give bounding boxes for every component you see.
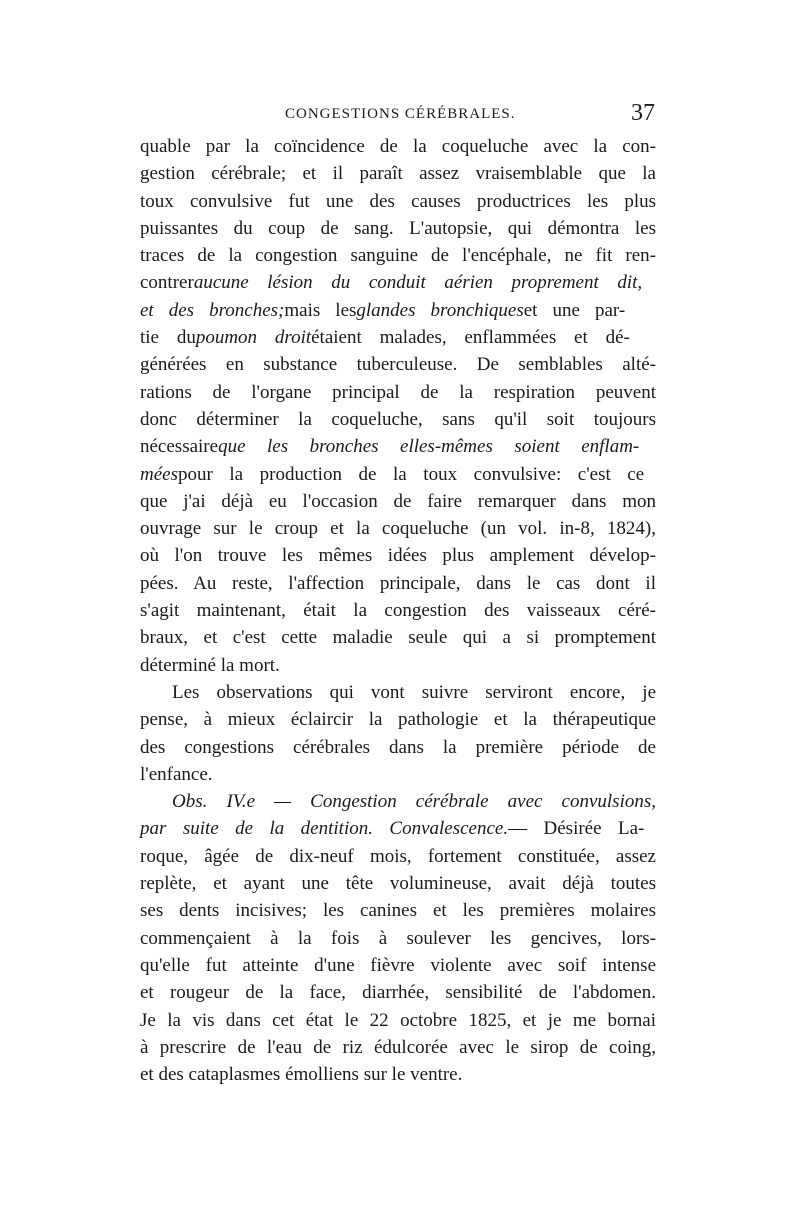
- text-line: [140, 706, 656, 733]
- text-line: [140, 188, 656, 215]
- text-line: [140, 133, 656, 160]
- text-line: [140, 242, 656, 269]
- text-segment: ses dents incisives; les canines et les premières molaires: [140, 900, 656, 922]
- italic-segment: poumon droit: [195, 327, 312, 349]
- text-line: [140, 897, 656, 924]
- italic-segment: mées: [140, 463, 178, 485]
- text-line: [140, 433, 656, 460]
- text-segment: et rougeur de la face, diarrhée, sensibilité de l'abdomen.: [140, 982, 656, 1004]
- running-head: [140, 100, 655, 132]
- body-text: [140, 133, 656, 1088]
- text-line: [140, 815, 656, 842]
- text-segment: gestion cérébrale; et il paraît assez vraisemblable que la: [140, 163, 656, 185]
- text-segment: tie du: [140, 327, 196, 349]
- italic-segment: et des bronches;: [140, 299, 285, 321]
- text-segment: puissantes du coup de sang. L'autopsie, qui démontra les: [140, 217, 656, 239]
- text-segment: que j'ai déjà eu l'occasion de faire remarquer dans mon: [140, 490, 656, 512]
- text-segment: traces de la congestion sanguine de l'encéphale, ne fit ren-: [140, 245, 656, 267]
- paragraph-first-line: [140, 679, 656, 706]
- text-segment: étaient malades, enflammées et dé-: [311, 327, 630, 349]
- text-line: [140, 351, 656, 378]
- italic-segment: par suite de la dentition. Convalescence.: [140, 818, 509, 840]
- text-segment: Les observations qui vont suivre serviront encore, je: [172, 681, 656, 703]
- text-segment: nécessaire: [140, 436, 219, 458]
- text-line: [140, 379, 656, 406]
- text-line: [140, 160, 656, 187]
- text-segment: commençaient à la fois à soulever les gencives, lors-: [140, 927, 656, 949]
- text-segment: pées. Au reste, l'affection principale, dans le cas dont il: [140, 572, 656, 594]
- text-line: [140, 406, 656, 433]
- text-segment: qu'elle fut atteinte d'une fièvre violente avec soif intense: [140, 954, 656, 976]
- text-line: [140, 1061, 656, 1088]
- text-line: [140, 1007, 656, 1034]
- text-segment: — Désirée La-: [508, 818, 645, 840]
- text-segment: l'enfance.: [140, 763, 213, 785]
- observation-heading: [140, 788, 656, 815]
- text-line: [140, 488, 656, 515]
- italic-segment: Obs. IV.e — Congestion cérébrale avec convulsions,: [172, 791, 656, 813]
- text-segment: des congestions cérébrales dans la première période de: [140, 736, 656, 758]
- italic-segment: aucune lésion du conduit aérien proprement dit,: [193, 272, 643, 294]
- text-line: [140, 597, 656, 624]
- text-segment: ouvrage sur le croup et la coqueluche (un vol. in-8, 1824),: [140, 518, 656, 540]
- text-line: [140, 542, 656, 569]
- text-segment: braux, et c'est cette maladie seule qui a si promptement: [140, 627, 656, 649]
- text-line: [140, 843, 656, 870]
- text-line: [140, 652, 656, 679]
- text-segment: pour la production de la toux convulsive: c'est ce: [177, 463, 645, 485]
- text-segment: quable par la coïncidence de la coqueluche avec la con-: [140, 136, 656, 157]
- text-line: [140, 215, 656, 242]
- page-number: 37: [631, 100, 655, 126]
- text-segment: roque, âgée de dix-neuf mois, fortement constituée, assez: [140, 845, 656, 867]
- text-segment: générées en substance tuberculeuse. De semblables alté-: [140, 354, 656, 376]
- text-line: [140, 925, 656, 952]
- text-line: [140, 324, 656, 351]
- text-segment: donc déterminer la coqueluche, sans qu'il soit toujours: [140, 408, 656, 430]
- text-segment: contrer: [140, 272, 194, 294]
- text-line: [140, 1034, 656, 1061]
- text-line: [140, 979, 656, 1006]
- text-line: [140, 952, 656, 979]
- text-line: [140, 297, 656, 324]
- italic-segment: glandes bronchiques: [356, 299, 524, 321]
- text-segment: pense, à mieux éclaircir la pathologie et la thérapeutique: [140, 709, 656, 731]
- text-segment: Je la vis dans cet état le 22 octobre 1825, et je me bornai: [140, 1009, 656, 1031]
- text-line: [140, 761, 656, 788]
- text-segment: et une par-: [523, 299, 626, 321]
- text-line: [140, 570, 656, 597]
- text-segment: toux convulsive fut une des causes productrices les plus: [140, 190, 656, 212]
- text-line: [140, 461, 656, 488]
- italic-segment: que les bronches elles-mêmes soient enflam-: [218, 436, 640, 458]
- running-title: CONGESTIONS CÉRÉBRALES.: [285, 106, 516, 122]
- text-line: [140, 515, 656, 542]
- text-segment: rations de l'organe principal de la respiration peuvent: [140, 381, 656, 403]
- text-segment: replète, et ayant une tête volumineuse, avait déjà toutes: [140, 873, 656, 895]
- text-line: [140, 269, 656, 296]
- text-segment: et des cataplasmes émolliens sur le ventre.: [140, 1064, 463, 1086]
- text-segment: déterminé la mort.: [140, 654, 280, 676]
- text-segment: s'agit maintenant, était la congestion des vaisseaux céré-: [140, 600, 656, 622]
- text-line: [140, 624, 656, 651]
- text-segment: à prescrire de l'eau de riz édulcorée avec le sirop de coing,: [140, 1036, 656, 1058]
- text-segment: où l'on trouve les mêmes idées plus amplement dévelop-: [140, 545, 656, 567]
- text-line: [140, 734, 656, 761]
- text-line: [140, 870, 656, 897]
- text-segment: mais les: [284, 299, 357, 321]
